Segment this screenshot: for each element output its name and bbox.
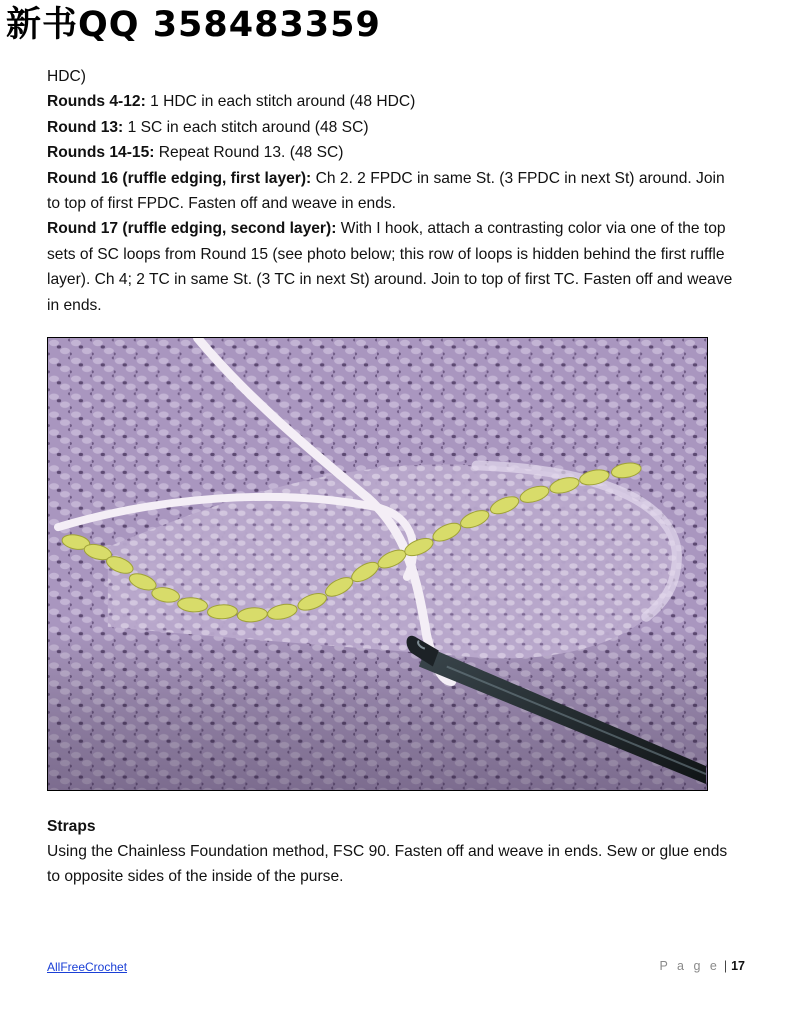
crochet-photo [47,337,708,791]
paragraph-text: HDC) [47,68,86,85]
page-label: P a g e [659,959,720,973]
paragraph-label: Round 16 (ruffle edging, first layer): [47,169,312,187]
page-separator: | [723,959,728,973]
straps-text: Using the Chainless Foundation method, FSC 90. Fasten off and weave in ends. Sew or glue ends to opposite sides of the inside of the purse. [47,843,728,886]
page-number: 17 [731,959,745,973]
straps-heading: Straps [47,818,96,835]
paragraph-text: 1 SC in each stitch around (48 SC) [123,118,369,136]
page-number-footer [659,959,745,973]
instructions [47,64,737,318]
paragraph-text: 1 HDC in each stitch around (48 HDC) [145,93,416,111]
paragraph-hdc-continued [47,64,737,89]
paragraph-text: With I hook, attach a contrasting color via one of the top sets of SC loops from Round 15 (see photo below; this row of loops is hidden behind the first ruffle layer). Ch 4; 2 TC in same St. (3 TC in next St) around. Join to top of first TC. Fasten off and weave in ends. [47,220,733,314]
paragraph-rounds-14-15 [47,140,737,165]
paragraph-round-16 [47,166,737,217]
paragraph-label: Rounds 14-15: [47,144,155,162]
paragraph-round-13 [47,115,737,140]
paragraph-rounds-4-12 [47,89,737,114]
paragraph-text: Ch 2. 2 FPDC in same St. (3 FPDC in next St) around. Join to top of first FPDC. Fasten off and weave in ends. [47,169,725,213]
paragraph-text: Repeat Round 13. (48 SC) [154,144,344,162]
paragraph-label: Round 13: [47,118,124,136]
watermark: 新书QQ 358483359 [6,5,381,45]
crochet-photo-illustration [48,338,707,790]
allfreecrochet-link[interactable]: AllFreeCrochet [47,960,128,974]
paragraph-label: Round 17 (ruffle edging, second layer): [47,220,337,238]
paragraph-round-17 [47,216,737,318]
paragraph-label: Rounds 4-12: [47,93,146,111]
